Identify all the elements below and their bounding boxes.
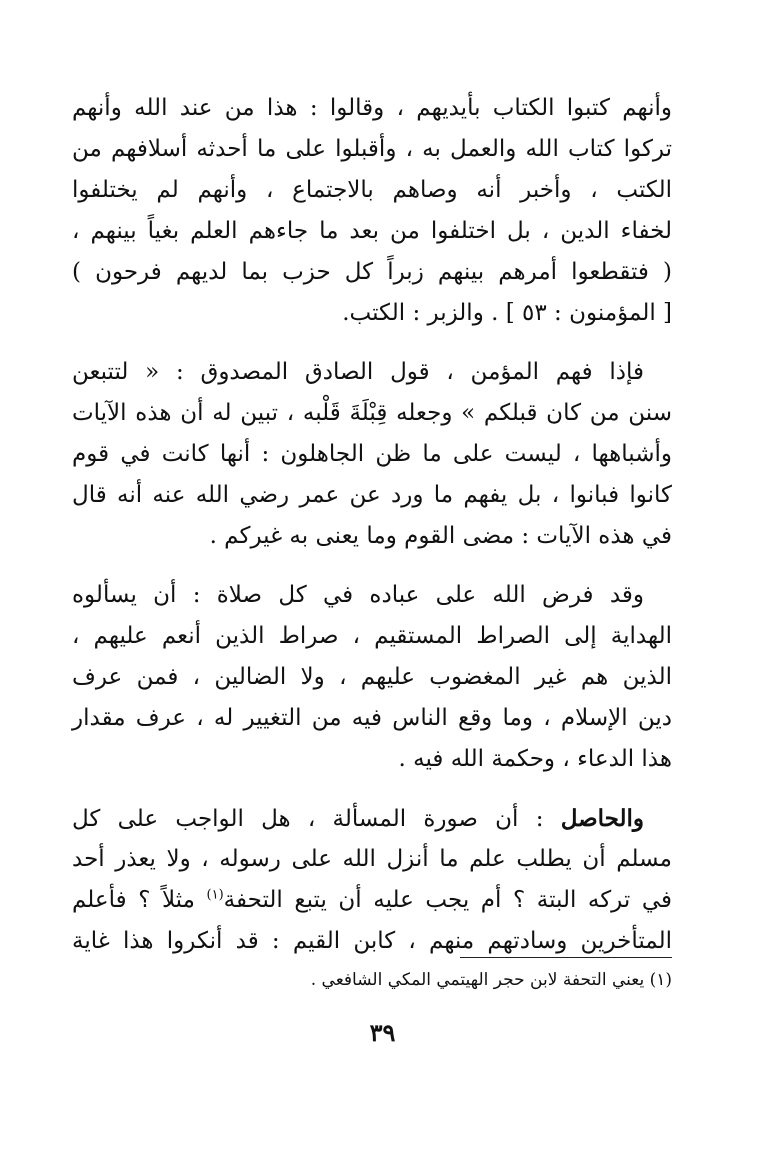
- text-line: [72, 798, 672, 839]
- text-line: دين الإسلام ، وما وقع الناس فيه من التغيير له ، عرف مقدار: [72, 705, 672, 731]
- text-line: في هذه الآيات : مضى القوم وما يعنى به غيركم .: [209, 523, 672, 549]
- text-line: فإذا فهم المؤمن ، قول الصادق المصدوق : « لتتبعن: [72, 359, 644, 385]
- text-run: مثلاً ؟ فأعلم: [72, 887, 207, 913]
- text-line: وقد فرض الله على عباده في كل صلاة : أن يسألوه: [72, 582, 644, 608]
- text-line: سنن من كان قبلكم » وجعله قِبْلَةَ قَلْبه ، تبين له أن هذه الآيات: [72, 400, 672, 426]
- text-line: مسلم أن يطلب علم ما أنزل الله على رسوله ، ولا يعذر أحد: [72, 846, 672, 872]
- text-line: [ المؤمنون : ٥٣ ] . والزبر : الكتب.: [342, 300, 672, 326]
- quran-quote-line: ( فتقطعوا أمرهم بينهم زبراً كل حزب بما لديهم فرحون ): [72, 259, 672, 285]
- text-line: لخفاء الدين ، بل اختلفوا من بعد ما جاءهم العلم بغياً بينهم ،: [72, 218, 672, 244]
- footnote: (١) يعني التحفة لابن حجر الهيتمي المكي الشافعي .: [310, 970, 672, 990]
- text-line: وأنهم كتبوا الكتاب بأيديهم ، وقالوا : هذا من عند الله وأنهم: [72, 95, 672, 121]
- text-line: الكتب ، وأخبر أنه وصاهم بالاجتماع ، وأنهم لم يختلفوا: [72, 177, 672, 203]
- page-body: [72, 88, 672, 980]
- text-line: [72, 880, 672, 921]
- text-run: : أن صورة المسألة ، هل الواجب على كل: [72, 806, 561, 832]
- footnote-marker: (١): [206, 887, 224, 903]
- paragraph-3: [72, 575, 672, 780]
- text-line: الهداية إلى الصراط المستقيم ، صراط الذين أنعم عليهم ،: [72, 623, 672, 649]
- bold-lead-word: والحاصل: [560, 805, 644, 832]
- text-line: هذا الدعاء ، وحكمة الله فيه .: [398, 746, 672, 772]
- text-run: في تركه البتة ؟ أم يجب عليه أن يتبع التحفة: [223, 887, 672, 913]
- text-line: تركوا كتاب الله والعمل به ، وأقبلوا على ما أحدثه أسلافهم من: [72, 136, 672, 162]
- paragraph-2: [72, 352, 672, 557]
- text-line: المتأخرين وسادتهم منهم ، كابن القيم : قد أنكروا هذا غاية: [72, 928, 672, 954]
- text-line: كانوا فبانوا ، بل يفهم ما ورد عن عمر رضي الله عنه أنه قال: [72, 482, 672, 508]
- text-line: الذين هم غير المغضوب عليهم ، ولا الضالين ، فمن عرف: [72, 664, 672, 690]
- paragraph-1: [72, 88, 672, 334]
- paragraph-4: [72, 798, 672, 962]
- footnote-divider: [460, 957, 672, 958]
- page-number: ٣٩: [369, 1018, 396, 1047]
- text-line: وأشباهها ، ليست على ما ظن الجاهلون : أنها كانت في قوم: [72, 441, 672, 467]
